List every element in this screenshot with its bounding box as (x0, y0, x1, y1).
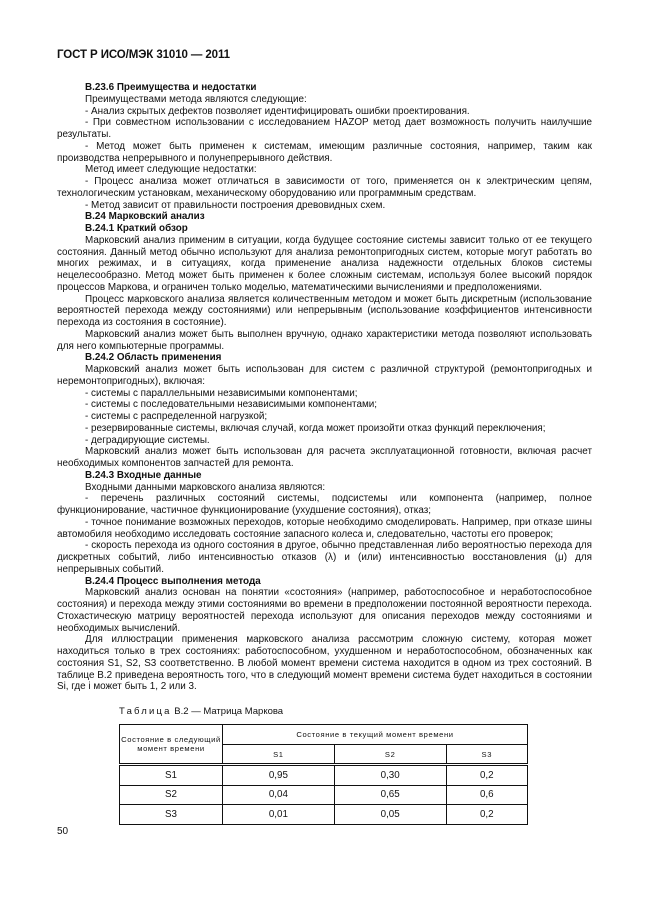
table-cell: 0,05 (334, 805, 446, 825)
list-item: - деградирующие системы. (85, 434, 210, 446)
section-heading: В.23.6 Преимущества и недостатки (85, 82, 257, 93)
table-cell: 0,65 (334, 785, 446, 805)
list-item: - системы с последовательными независимыми компонентами; (85, 399, 377, 411)
table-cell: 0,01 (223, 805, 335, 825)
list-item: - резервированные системы, включая случай, когда может произойти отказ функций переключения; (85, 422, 546, 434)
list-item: - При совместном использовании с исследованием HAZOP метод дает возможность получить наилучшие результаты. (57, 117, 592, 140)
row-label: S1 (120, 765, 223, 786)
paragraph: Процесс марковского анализа является количественным методом и может быть дискретным (использование вероятностей перехода между состояниями) или непрерывным (использование коэффициентов интенсивности перехода из состояния в состояние). (57, 293, 592, 328)
paragraph: Марковский анализ применим в ситуации, когда будущее состояние системы зависит только от ее текущего состояния. Данный метод обычно используют для анализа ремонтопригодных систем, которые могут работать во многих режимах, и в ситуациях, когда применение анализа надежности отдельных блоков системы нецелесообразно. Метод может быть применен к более сложным системам, используя более высокий порядок процессов Маркова, и ограничен только моделью, математическими вычислениями и предположениями. (57, 234, 592, 293)
document-body (57, 82, 592, 693)
table-cell: 0,2 (446, 805, 527, 825)
table-caption-title: В.2 — Матрица Маркова (171, 706, 284, 717)
paragraph: Входными данными марковского анализа являются: (85, 481, 326, 493)
row-label: S2 (120, 785, 223, 805)
list-item: - Анализ скрытых дефектов позволяет идентифицировать ошибки проектирования. (85, 105, 470, 117)
paragraph: Марковский анализ может быть использован для расчета эксплуатационной готовности, включая расчет необходимых компонентов запчастей для ремонта. (57, 446, 592, 469)
table-row (120, 785, 528, 805)
paragraph: Метод имеет следующие недостатки: (85, 164, 257, 176)
table-group-header: Состояние в текущий момент времени (223, 725, 528, 745)
table-caption-label: Таблица (119, 706, 172, 717)
list-item: - точное понимание возможных переходов, которые необходимо смоделировать. Например, при отказе шины автомобиля необходимо исследовать состояние запасного колеса и, следовательно, частоты его проверок; (57, 516, 592, 540)
table-cell: 0,04 (223, 785, 335, 805)
list-item: - скорость перехода из одного состояния в другое, обычно представленная либо вероятностью перехода для дискретных событий, либо интенсивностью отказов (λ) и (или) интенсивностью восстановления (μ) для непрерывных событий. (57, 540, 592, 575)
section-heading: В.24.4 Процесс выполнения метода (85, 575, 261, 587)
section-heading: В.24.2 Область применения (85, 352, 222, 364)
paragraph: Преимуществами метода являются следующие: (85, 93, 307, 105)
list-item: - системы с распределенной нагрузкой; (85, 411, 268, 422)
list-item: - Метод зависит от правильности построения древовидных схем. (85, 199, 386, 211)
markov-matrix-table (119, 724, 528, 825)
table-caption (119, 706, 283, 717)
page-number: 50 (57, 826, 69, 837)
document-header-title: ГОСТ Р ИСО/МЭК 31010 — 2011 (57, 49, 230, 61)
table-cell: 0,2 (446, 765, 527, 786)
table-row (120, 805, 528, 825)
section-heading: В.24 Марковский анализ (85, 211, 205, 223)
section-heading: В.24.1 Краткий обзор (85, 223, 188, 234)
table-cell: 0,6 (446, 785, 527, 805)
table-row (120, 765, 528, 786)
column-header: S1 (223, 745, 335, 765)
list-item: - Процесс анализа может отличаться в зависимости от того, применяется он к электрическим цепям, технологическим установкам, механическому оборудованию или программным средствам. (57, 176, 592, 199)
column-header: S3 (446, 745, 527, 765)
row-label: S3 (120, 805, 223, 825)
table-corner-header: Состояние в следующий момент времени (120, 725, 223, 765)
paragraph: Для иллюстрации применения марковского анализа рассмотрим сложную систему, которая может находиться только в трех состояниях: работоспособном, ухудшенном и неработоспособном, обозначенных как состояния S1, S2, S3 соответственно. В любой момент времени система находится в одном из трех состояний. В таблице В.2 приведена вероятность того, что в следующий момент времени система будет находиться в состоянии Si, где i может быть 1, 2 или 3. (57, 634, 592, 693)
column-header: S2 (334, 745, 446, 765)
paragraph: Марковский анализ основан на понятии «состояния» (например, работоспособное и неработоспособное состояния) и перехода между этими состояниями во времени в предположении постоянной вероятности перехода. Стохастическую матрицу вероятностей перехода используют для описания переходов между состояниями и необходимых вычислений. (57, 587, 592, 634)
section-heading: В.24.3 Входные данные (85, 469, 202, 481)
paragraph: Марковский анализ может быть использован для систем с различной структурой (ремонтопригодных и неремонтопригодных), включая: (57, 364, 592, 387)
paragraph: Марковский анализ может быть выполнен вручную, однако характеристики метода позволяют использовать для него компьютерные программы. (57, 328, 592, 352)
list-item: - Метод может быть применен к системам, имеющим различные состояния, например, таким как производства непрерывного и полунепрерывного действия. (57, 140, 592, 164)
table-cell: 0,30 (334, 765, 446, 786)
table-cell: 0,95 (223, 765, 335, 786)
list-item: - системы с параллельными независимыми компонентами; (85, 387, 358, 399)
list-item: - перечень различных состояний системы, подсистемы или компонента (например, полное функционирование, частичное функционирование (ухудшение состояния), отказ; (57, 493, 592, 516)
